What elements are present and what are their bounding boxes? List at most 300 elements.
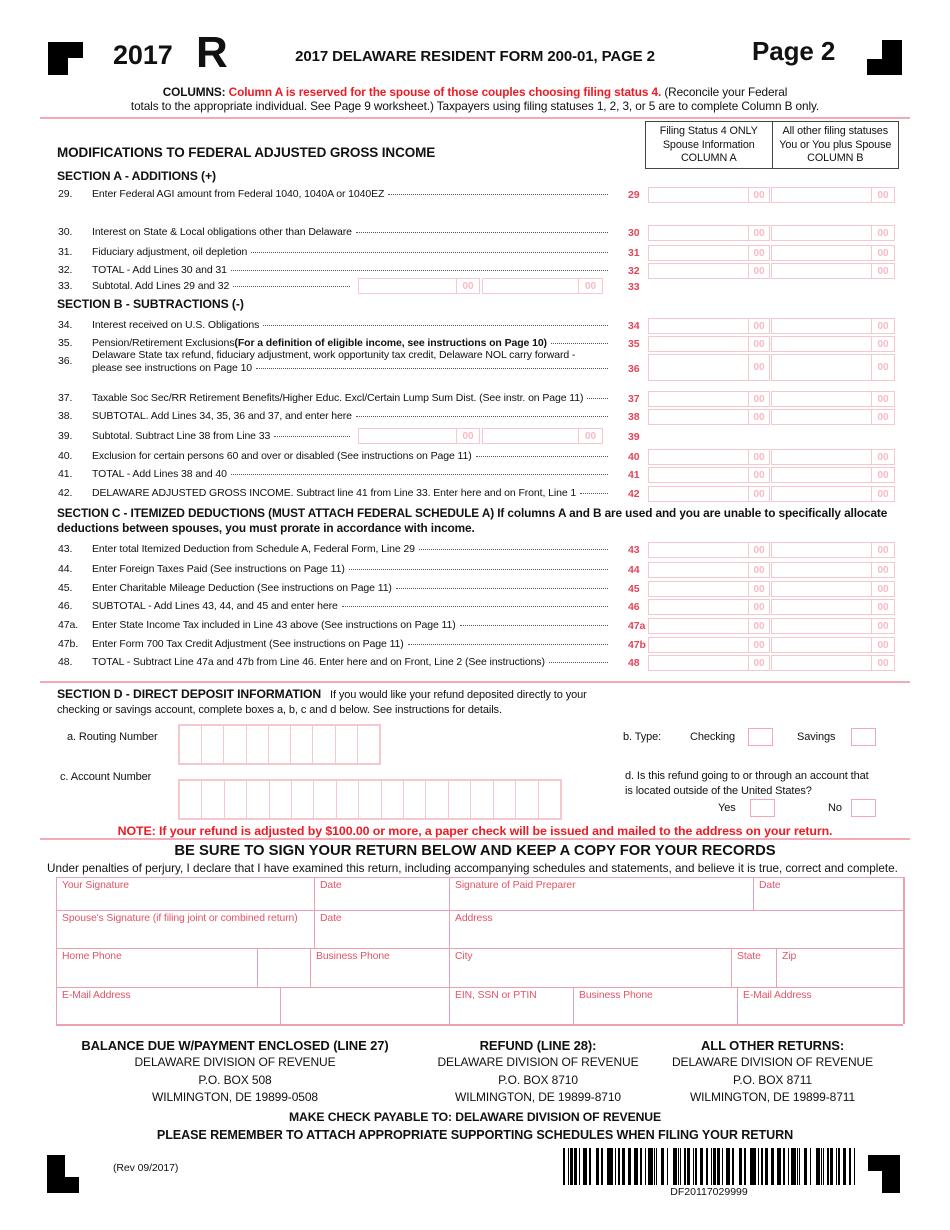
line-number-left: 38. bbox=[58, 410, 73, 422]
cents-placeholder: 00 bbox=[871, 619, 894, 633]
cents-placeholder: 00 bbox=[456, 429, 479, 443]
signature-cell[interactable] bbox=[776, 948, 903, 987]
leader-dots bbox=[263, 325, 608, 326]
digit-cell bbox=[403, 781, 425, 818]
corner-mark-bottom-left-square bbox=[65, 1177, 79, 1193]
cents-placeholder: 00 bbox=[748, 337, 769, 351]
outside-us-question-line1: d. Is this refund going to or through an account that bbox=[625, 770, 869, 782]
line-label-text: TOTAL - Add Lines 38 and 40 bbox=[92, 468, 227, 480]
amount-box-a-line-46-amount[interactable] bbox=[649, 600, 748, 614]
cents-placeholder: 00 bbox=[748, 226, 769, 240]
section-c-heading: SECTION C - ITEMIZED DEDUCTIONS (MUST ATTACH FEDERAL SCHEDULE A) If columns A and B are used and you are unable to specifically allocate deductions between spouses, you must prorate in accordance with income. bbox=[57, 506, 888, 535]
signature-cell-label: Date bbox=[759, 880, 781, 891]
leader-dots bbox=[342, 606, 608, 607]
line-label bbox=[92, 430, 354, 443]
amount-box-b-line-48-amount[interactable] bbox=[772, 656, 871, 670]
line-label bbox=[92, 600, 612, 613]
line-label bbox=[92, 188, 612, 201]
amount-box-a-line-35-amount[interactable] bbox=[649, 337, 748, 351]
section-a-heading: SECTION A - ADDITIONS (+) bbox=[57, 169, 216, 183]
signature-cell-label: Date bbox=[320, 913, 342, 924]
digit-cell bbox=[357, 726, 379, 763]
line-number-left: 41. bbox=[58, 468, 73, 480]
cents-placeholder: 00 bbox=[871, 246, 894, 260]
leader-dots bbox=[388, 194, 608, 195]
signature-cell[interactable] bbox=[257, 948, 310, 987]
line-label-text: Subtotal. Subtract Line 38 from Line 33 bbox=[92, 430, 271, 442]
modifications-heading: MODIFICATIONS TO FEDERAL ADJUSTED GROSS INCOME bbox=[57, 145, 436, 160]
mailing-address-line: WILMINGTON, DE 19899-8711 bbox=[689, 1090, 856, 1104]
line-number-left: 34. bbox=[58, 319, 73, 331]
amount-box-b-line-36[interactable] bbox=[771, 354, 895, 381]
leader-dots bbox=[580, 493, 608, 494]
cents-placeholder: 00 bbox=[871, 487, 894, 501]
leader-dots bbox=[587, 398, 608, 399]
routing-number-field[interactable] bbox=[178, 724, 381, 765]
amount-box-a-line-34[interactable] bbox=[648, 318, 770, 334]
amount-box-a-line-41[interactable] bbox=[648, 467, 770, 483]
amount-box-b-line-41[interactable] bbox=[771, 467, 895, 483]
amount-box-b-line-36-amount[interactable] bbox=[772, 355, 871, 380]
cents-placeholder: 00 bbox=[748, 264, 769, 278]
line-number-left: 29. bbox=[58, 188, 73, 200]
line-label bbox=[92, 410, 612, 423]
digit-cell bbox=[448, 781, 470, 818]
line-label-text: Interest received on U.S. Obligations bbox=[92, 319, 260, 331]
line-label bbox=[92, 468, 612, 481]
signature-cell-label: E-Mail Address bbox=[62, 990, 131, 1001]
line-number-red: 36 bbox=[628, 363, 640, 375]
corner-mark-bottom-left-bar bbox=[47, 1155, 65, 1193]
amount-box-a-line-41-amount[interactable] bbox=[649, 468, 748, 482]
signature-cell[interactable] bbox=[56, 948, 257, 987]
amount-box-b-line-31-amount[interactable] bbox=[772, 246, 871, 260]
amount-box-a-line-36-amount[interactable] bbox=[649, 355, 748, 380]
form-title: 2017 DELAWARE RESIDENT FORM 200-01, PAGE 2 bbox=[295, 48, 655, 65]
cents-placeholder: 00 bbox=[748, 468, 769, 482]
line-label bbox=[92, 319, 612, 332]
line-number-left: 37. bbox=[58, 392, 73, 404]
digit-cell bbox=[381, 781, 403, 818]
amount-box-a-line-45-amount[interactable] bbox=[649, 582, 748, 596]
mailing-address-title: ALL OTHER RETURNS: bbox=[700, 1038, 845, 1053]
mailing-address-block bbox=[418, 1037, 658, 1107]
line-label-text: Enter Form 700 Tax Credit Adjustment (See instructions on Page 11) bbox=[92, 638, 404, 650]
mailing-address-block bbox=[650, 1037, 895, 1107]
amount-box-b-line-37[interactable] bbox=[771, 391, 895, 407]
column-a-line1: Filing Status 4 ONLY bbox=[659, 125, 758, 137]
cents-placeholder: 00 bbox=[871, 264, 894, 278]
signature-cell-label: City bbox=[455, 951, 473, 962]
leader-dots bbox=[396, 588, 608, 589]
amount-box-b-line-43[interactable] bbox=[771, 542, 895, 558]
amount-box-b-line-47b-amount[interactable] bbox=[772, 638, 871, 652]
checking-checkbox[interactable] bbox=[748, 728, 773, 746]
amount-box-a-line-45[interactable] bbox=[648, 581, 770, 597]
cents-placeholder: 00 bbox=[871, 582, 894, 596]
amount-box-a-line-38[interactable] bbox=[648, 409, 770, 425]
digit-cell bbox=[201, 781, 223, 818]
line-number-left: 44. bbox=[58, 563, 73, 575]
column-b-line3: COLUMN B bbox=[807, 152, 864, 164]
line-number-red: 29 bbox=[628, 189, 640, 201]
mailing-address-line: P.O. BOX 8710 bbox=[498, 1072, 578, 1087]
amount-box-b-line-35-amount[interactable] bbox=[772, 337, 871, 351]
signature-cell[interactable] bbox=[731, 948, 776, 987]
line-label-text: TOTAL - Subtract Line 47a and 47b from Line 46. Enter here and on Front, Line 2 (See instructions) bbox=[92, 656, 545, 668]
amount-box-b-line-34[interactable] bbox=[771, 318, 895, 334]
amount-box-b-line-39[interactable] bbox=[482, 428, 603, 444]
leader-dots bbox=[419, 549, 608, 550]
line-label-text: SUBTOTAL. Add Lines 34, 35, 36 and 37, and enter here bbox=[92, 410, 352, 422]
savings-checkbox[interactable] bbox=[851, 728, 876, 746]
section-d-heading-row bbox=[57, 687, 677, 703]
attach-schedules-note: PLEASE REMEMBER TO ATTACH APPROPRIATE SUPPORTING SCHEDULES WHEN FILING YOUR RETURN bbox=[156, 1128, 794, 1142]
amount-box-b-line-43-amount[interactable] bbox=[772, 543, 871, 557]
line-number-red: 31 bbox=[628, 247, 640, 259]
amount-box-b-line-40[interactable] bbox=[771, 449, 895, 465]
amount-box-a-line-39[interactable] bbox=[358, 428, 480, 444]
line-number-red: 40 bbox=[628, 451, 640, 463]
line-number-left: 48. bbox=[58, 656, 73, 668]
line-label bbox=[92, 582, 612, 595]
no-label: No bbox=[828, 802, 842, 814]
cents-placeholder: 00 bbox=[578, 279, 602, 293]
mailing-address-line: DELAWARE DIVISION OF REVENUE bbox=[437, 1055, 639, 1069]
mailing-address-title: BALANCE DUE W/PAYMENT ENCLOSED (LINE 27) bbox=[81, 1038, 389, 1053]
leader-dots bbox=[356, 232, 608, 233]
cents-placeholder: 00 bbox=[871, 410, 894, 424]
cents-placeholder: 00 bbox=[748, 656, 769, 670]
line-label-text: Taxable Soc Sec/RR Retirement Benefits/Higher Educ. Excl/Certain Lump Sum Dist. (See instr. on Page 11) bbox=[92, 392, 584, 404]
leader-dots bbox=[460, 625, 608, 626]
leader-dots bbox=[476, 456, 608, 457]
amount-box-a-line-43[interactable] bbox=[648, 542, 770, 558]
signature-cell[interactable] bbox=[314, 877, 449, 910]
amount-box-a-line-39-amount[interactable] bbox=[359, 429, 456, 443]
line-number-left: 47b. bbox=[58, 638, 79, 650]
line-number-left: 32. bbox=[58, 264, 73, 276]
cents-placeholder: 00 bbox=[748, 600, 769, 614]
column-b-line2: You or You plus Spouse bbox=[779, 138, 892, 151]
amount-box-a-line-34-amount[interactable] bbox=[649, 319, 748, 333]
line-label-text: Exclusion for certain persons 60 and over or disabled (See instructions on Page 11) bbox=[92, 450, 472, 462]
line-label bbox=[92, 392, 612, 405]
amount-box-a-line-37[interactable] bbox=[648, 391, 770, 407]
mailing-address-line: P.O. BOX 8711 bbox=[733, 1072, 812, 1087]
signature-cell[interactable] bbox=[280, 987, 449, 1024]
amount-box-a-line-43-amount[interactable] bbox=[649, 543, 748, 557]
amount-box-a-line-33[interactable] bbox=[358, 278, 480, 294]
amount-box-b-line-31[interactable] bbox=[771, 245, 895, 261]
line-number-left: 30. bbox=[58, 226, 73, 238]
signature-cell[interactable] bbox=[56, 910, 314, 948]
amount-box-a-line-47b[interactable] bbox=[648, 637, 770, 653]
amount-box-b-line-47a[interactable] bbox=[771, 618, 895, 634]
mailing-address-line: DELAWARE DIVISION OF REVENUE bbox=[134, 1055, 336, 1069]
amount-box-a-line-44[interactable] bbox=[648, 562, 770, 578]
line-label bbox=[92, 638, 612, 651]
amount-box-a-line-48[interactable] bbox=[648, 655, 770, 671]
line-label bbox=[92, 264, 612, 277]
amount-box-b-line-32-amount[interactable] bbox=[772, 264, 871, 278]
cents-placeholder: 00 bbox=[871, 543, 894, 557]
line-label-text: SUBTOTAL - Add Lines 43, 44, and 45 and enter here bbox=[92, 600, 338, 612]
amount-box-a-line-31-amount[interactable] bbox=[649, 246, 748, 260]
line-number-left: 36. bbox=[58, 355, 73, 367]
amount-box-b-line-30-amount[interactable] bbox=[772, 226, 871, 240]
signature-cell[interactable] bbox=[56, 877, 314, 910]
signature-cell[interactable] bbox=[310, 948, 449, 987]
line-number-left: 39. bbox=[58, 430, 73, 442]
digit-cell bbox=[538, 781, 560, 818]
amount-box-b-line-42[interactable] bbox=[771, 486, 895, 502]
cents-placeholder: 00 bbox=[871, 392, 894, 406]
cents-placeholder: 00 bbox=[871, 563, 894, 577]
savings-label: Savings bbox=[797, 731, 836, 743]
cents-placeholder: 00 bbox=[871, 355, 894, 380]
cents-placeholder: 00 bbox=[871, 656, 894, 670]
amount-box-a-line-40[interactable] bbox=[648, 449, 770, 465]
amount-box-a-line-38-amount[interactable] bbox=[649, 410, 748, 424]
line-label-bold: (For a definition of eligible income, see instructions on Page 10) bbox=[234, 337, 547, 349]
leader-dots bbox=[231, 270, 608, 271]
make-check-note: MAKE CHECK PAYABLE TO: DELAWARE DIVISION OF REVENUE bbox=[288, 1110, 662, 1124]
cents-placeholder: 00 bbox=[748, 246, 769, 260]
page-number-label: Page 2 bbox=[752, 36, 836, 66]
digit-cell bbox=[358, 781, 380, 818]
signature-cell[interactable] bbox=[449, 877, 753, 910]
amount-box-a-line-42-amount[interactable] bbox=[649, 487, 748, 501]
line-label-part2 bbox=[92, 362, 612, 375]
cents-placeholder: 00 bbox=[456, 279, 479, 293]
amount-box-b-line-30[interactable] bbox=[771, 225, 895, 241]
amount-box-a-line-31[interactable] bbox=[648, 245, 770, 261]
line-label-text: Fiduciary adjustment, oil depletion bbox=[92, 246, 248, 258]
checking-label: Checking bbox=[690, 731, 736, 743]
digit-cell bbox=[246, 726, 268, 763]
line-number-red: 35 bbox=[628, 338, 640, 350]
leader-dots bbox=[551, 343, 608, 344]
columns-note-suffix: (Reconcile your Federal bbox=[661, 85, 788, 99]
cents-placeholder: 00 bbox=[871, 600, 894, 614]
amount-box-a-line-29-amount[interactable] bbox=[649, 188, 748, 202]
line-number-left: 47a. bbox=[58, 619, 79, 631]
signature-cell-label: State bbox=[737, 951, 761, 962]
amount-box-a-line-37-amount[interactable] bbox=[649, 392, 748, 406]
amount-box-a-line-32[interactable] bbox=[648, 263, 770, 279]
leader-dots bbox=[233, 286, 350, 287]
line-label bbox=[92, 543, 612, 556]
line-number-red: 32 bbox=[628, 265, 640, 277]
amount-box-b-line-44[interactable] bbox=[771, 562, 895, 578]
column-a-header bbox=[646, 122, 772, 168]
amount-box-b-line-45[interactable] bbox=[771, 581, 895, 597]
line-label bbox=[92, 280, 354, 293]
amount-box-a-line-32-amount[interactable] bbox=[649, 264, 748, 278]
line-number-left: 35. bbox=[58, 337, 73, 349]
line-number-red: 34 bbox=[628, 320, 640, 332]
amount-box-b-line-45-amount[interactable] bbox=[772, 582, 871, 596]
outside-us-no-checkbox[interactable] bbox=[851, 799, 876, 817]
amount-box-b-line-38[interactable] bbox=[771, 409, 895, 425]
amount-box-b-line-29-amount[interactable] bbox=[772, 188, 871, 202]
digit-cell bbox=[470, 781, 492, 818]
line-label bbox=[92, 487, 612, 500]
amount-box-a-line-30[interactable] bbox=[648, 225, 770, 241]
column-a-line3: COLUMN A bbox=[680, 152, 737, 164]
signature-table-bottom-border bbox=[56, 1024, 903, 1026]
leader-dots bbox=[549, 662, 608, 663]
line-number-red: 37 bbox=[628, 393, 640, 405]
account-number-field[interactable] bbox=[178, 779, 562, 820]
mailing-address-line: WILMINGTON, DE 19899-0508 bbox=[151, 1090, 318, 1104]
amount-box-a-line-48-amount[interactable] bbox=[649, 656, 748, 670]
amount-box-a-line-29[interactable] bbox=[648, 187, 770, 203]
amount-box-b-line-34-amount[interactable] bbox=[772, 319, 871, 333]
amount-box-a-line-42[interactable] bbox=[648, 486, 770, 502]
cents-placeholder: 00 bbox=[748, 543, 769, 557]
line-number-red: 42 bbox=[628, 488, 640, 500]
revision-label: (Rev 09/2017) bbox=[113, 1162, 179, 1174]
amount-box-b-line-41-amount[interactable] bbox=[772, 468, 871, 482]
cents-placeholder: 00 bbox=[748, 450, 769, 464]
signature-cell-label: E-Mail Address bbox=[743, 990, 812, 1001]
section-d-desc2: checking or savings account, complete boxes a, b, c and d below. See instructions for details. bbox=[57, 704, 502, 716]
line-number-red: 44 bbox=[628, 564, 640, 576]
amount-box-a-line-44-amount[interactable] bbox=[649, 563, 748, 577]
signature-table-right-border bbox=[903, 877, 905, 1024]
line-number-red: 41 bbox=[628, 469, 640, 481]
line-label bbox=[92, 563, 612, 576]
amount-box-b-line-38-amount[interactable] bbox=[772, 410, 871, 424]
signature-cell[interactable] bbox=[314, 910, 449, 948]
line-number-red: 46 bbox=[628, 601, 640, 613]
signature-cell[interactable] bbox=[573, 987, 737, 1024]
line-label-part2-text: please see instructions on Page 10 bbox=[92, 362, 253, 374]
line-label-text: DELAWARE ADJUSTED GROSS INCOME. Subtract line 41 from Line 33. Enter here and on Front, Line 1 bbox=[92, 487, 577, 499]
cents-placeholder: 00 bbox=[748, 487, 769, 501]
columns-note-line1 bbox=[0, 85, 950, 99]
corner-mark-bottom-right-bar bbox=[882, 1155, 900, 1193]
leader-dots bbox=[349, 569, 608, 570]
amount-box-b-line-47b[interactable] bbox=[771, 637, 895, 653]
line-label bbox=[92, 656, 612, 669]
digit-cell bbox=[290, 726, 312, 763]
digit-cell bbox=[224, 781, 246, 818]
signature-cell[interactable] bbox=[449, 910, 903, 948]
outside-us-yes-checkbox[interactable] bbox=[750, 799, 775, 817]
amount-box-b-line-42-amount[interactable] bbox=[772, 487, 871, 501]
amount-box-a-line-33-amount[interactable] bbox=[359, 279, 456, 293]
amount-box-a-line-35[interactable] bbox=[648, 336, 770, 352]
columns-note-highlight: Column A is reserved for the spouse of those couples choosing filing status 4. bbox=[228, 85, 662, 99]
cents-placeholder: 00 bbox=[748, 355, 769, 380]
digit-cell bbox=[291, 781, 313, 818]
amount-box-a-line-30-amount[interactable] bbox=[649, 226, 748, 240]
mailing-address-line: DELAWARE DIVISION OF REVENUE bbox=[671, 1055, 873, 1069]
amount-box-b-line-29[interactable] bbox=[771, 187, 895, 203]
amount-box-b-line-33[interactable] bbox=[482, 278, 603, 294]
cents-placeholder: 00 bbox=[748, 582, 769, 596]
signature-cell[interactable] bbox=[753, 877, 903, 910]
digit-cell bbox=[180, 781, 201, 818]
signature-cell[interactable] bbox=[56, 987, 280, 1024]
amount-box-b-line-32[interactable] bbox=[771, 263, 895, 279]
line-label bbox=[92, 226, 612, 239]
line-number-red: 48 bbox=[628, 657, 640, 669]
amount-box-a-line-36[interactable] bbox=[648, 354, 770, 381]
signature-cell-label: EIN, SSN or PTIN bbox=[455, 990, 537, 1001]
digit-cell bbox=[268, 726, 290, 763]
amount-box-b-line-37-amount[interactable] bbox=[772, 392, 871, 406]
digit-cell bbox=[269, 781, 291, 818]
refund-adjustment-note: NOTE: If your refund is adjusted by $100.00 or more, a paper check will be issued and mailed to the address on your return. bbox=[117, 824, 833, 838]
amount-box-b-line-46[interactable] bbox=[771, 599, 895, 615]
signature-cell-label: Business Phone bbox=[316, 951, 390, 962]
amount-box-b-line-47a-amount[interactable] bbox=[772, 619, 871, 633]
line-label bbox=[92, 450, 612, 463]
cents-placeholder: 00 bbox=[871, 468, 894, 482]
signature-cell-label: Business Phone bbox=[579, 990, 653, 1001]
signature-cell[interactable] bbox=[449, 987, 573, 1024]
mailing-address-block bbox=[45, 1037, 425, 1107]
digit-cell bbox=[336, 781, 358, 818]
amount-box-b-line-33-amount[interactable] bbox=[483, 279, 578, 293]
columns-note-line2: totals to the appropriate individual. See Page 9 worksheet.) Taxpayers using filing statuses 1, 2, 3, or 5 are to complete Column B only. bbox=[130, 99, 820, 113]
line-label bbox=[92, 349, 612, 375]
amount-box-a-line-47a[interactable] bbox=[648, 618, 770, 634]
section-d-heading: SECTION D - DIRECT DEPOSIT INFORMATION bbox=[57, 687, 322, 701]
amount-box-a-line-46[interactable] bbox=[648, 599, 770, 615]
line-number-left: 31. bbox=[58, 246, 73, 258]
amount-box-b-line-35[interactable] bbox=[771, 336, 895, 352]
line-number-left: 45. bbox=[58, 582, 73, 594]
yes-label: Yes bbox=[718, 802, 736, 814]
amount-box-b-line-39-amount[interactable] bbox=[483, 429, 578, 443]
column-header-box bbox=[645, 121, 899, 169]
digit-cell bbox=[223, 726, 245, 763]
digit-cell bbox=[246, 781, 268, 818]
mailing-address-line: WILMINGTON, DE 19899-8710 bbox=[454, 1090, 621, 1104]
divider-section-d bbox=[40, 681, 910, 683]
amount-box-a-line-47b-amount[interactable] bbox=[649, 638, 748, 652]
amount-box-b-line-48[interactable] bbox=[771, 655, 895, 671]
amount-box-a-line-47a-amount[interactable] bbox=[649, 619, 748, 633]
cents-placeholder: 00 bbox=[871, 188, 894, 202]
cents-placeholder: 00 bbox=[871, 638, 894, 652]
routing-number-label: a. Routing Number bbox=[67, 731, 158, 743]
digit-cell bbox=[180, 726, 201, 763]
signature-cell[interactable] bbox=[449, 948, 731, 987]
signature-cell-label: Your Signature bbox=[62, 880, 129, 891]
line-label-text: Interest on State & Local obligations other than Delaware bbox=[92, 226, 352, 238]
amount-box-b-line-40-amount[interactable] bbox=[772, 450, 871, 464]
divider-top bbox=[40, 117, 910, 119]
line-number-red: 30 bbox=[628, 227, 640, 239]
divider-sign bbox=[40, 838, 910, 840]
signature-cell-label: Signature of Paid Preparer bbox=[455, 880, 576, 891]
cents-placeholder: 00 bbox=[871, 319, 894, 333]
leader-dots bbox=[256, 368, 608, 369]
amount-box-b-line-46-amount[interactable] bbox=[772, 600, 871, 614]
leader-dots bbox=[231, 474, 608, 475]
signature-cell[interactable] bbox=[737, 987, 903, 1024]
signature-cell-label: Spouse's Signature (if filing joint or combined return) bbox=[62, 913, 298, 924]
amount-box-b-line-44-amount[interactable] bbox=[772, 563, 871, 577]
cents-placeholder: 00 bbox=[748, 410, 769, 424]
amount-box-a-line-40-amount[interactable] bbox=[649, 450, 748, 464]
